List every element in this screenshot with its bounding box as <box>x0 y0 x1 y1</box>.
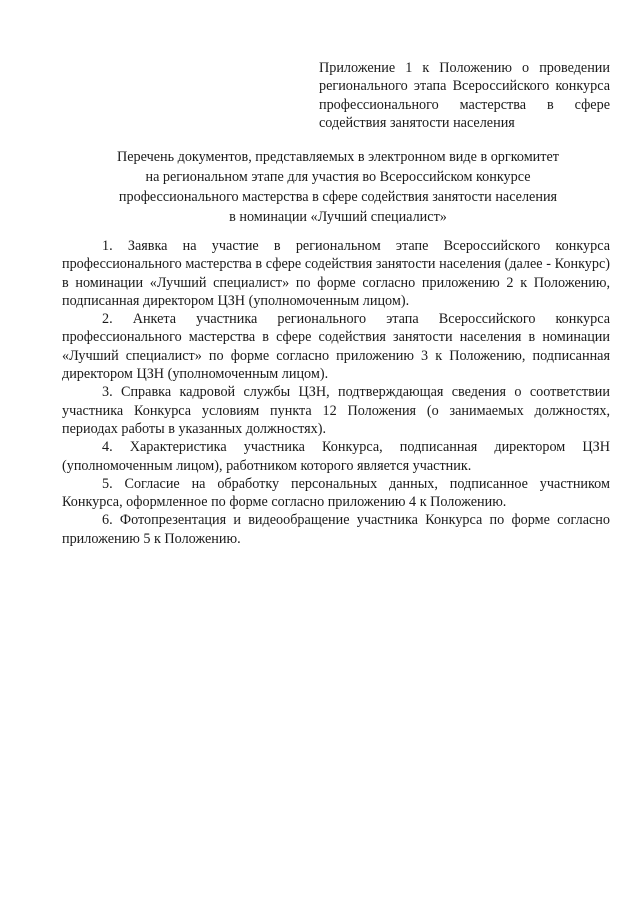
list-item: 2. Анкета участника регионального этапа Всероссийского конкурса профессионального мастерства в сфере содействия занятости населения в номинации «Лучший специалист» по форме согласно приложению 3 к Положению, подписанная директором ЦЗН (уполномоченным лицом). <box>62 311 610 383</box>
heading-line: в номинации «Лучший специалист» <box>229 209 447 225</box>
heading-line: профессионального мастерства в сфере содействия занятости населения <box>118 189 558 205</box>
list-item: 1. Заявка на участие в региональном этапе Всероссийского конкурса профессионального мастерства в сфере содействия занятости населения (далее - Конкурс) в номинации «Лучший специалист» по форме согласно приложению 2 к Положению, подписанная директором ЦЗН (уполномоченным лицом). <box>62 238 610 309</box>
list-item: 5. Согласие на обработку персональных данных, подписанное участником Конкурса, оформленное по форме согласно приложению 4 к Положению. <box>62 475 610 511</box>
document-heading <box>60 147 616 227</box>
appendix-note: Приложение 1 к Положению о проведении регионального этапа Всероссийского конкурса профессионального мастерства в сфере содействия занятости населения <box>319 60 610 132</box>
document-list <box>62 237 610 548</box>
list-item: 4. Характеристика участника Конкурса, подписанная директором ЦЗН (уполномоченным лицом), работником которого является участник. <box>62 439 610 474</box>
list-item: 3. Справка кадровой службы ЦЗН, подтверждающая сведения о соответствии участника Конкурса условиям пункта 12 Положения (о занимаемых должностях, периодах работы в указанных должностях). <box>62 384 610 437</box>
heading-line: Перечень документов, представляемых в электронном виде в оргкомитет <box>117 149 559 165</box>
heading-line: на региональном этапе для участия во Всероссийском конкурсе <box>145 169 531 185</box>
list-item: 6. Фотопрезентация и видеообращение участника Конкурса по форме согласно приложению 5 к Положению. <box>62 512 610 547</box>
